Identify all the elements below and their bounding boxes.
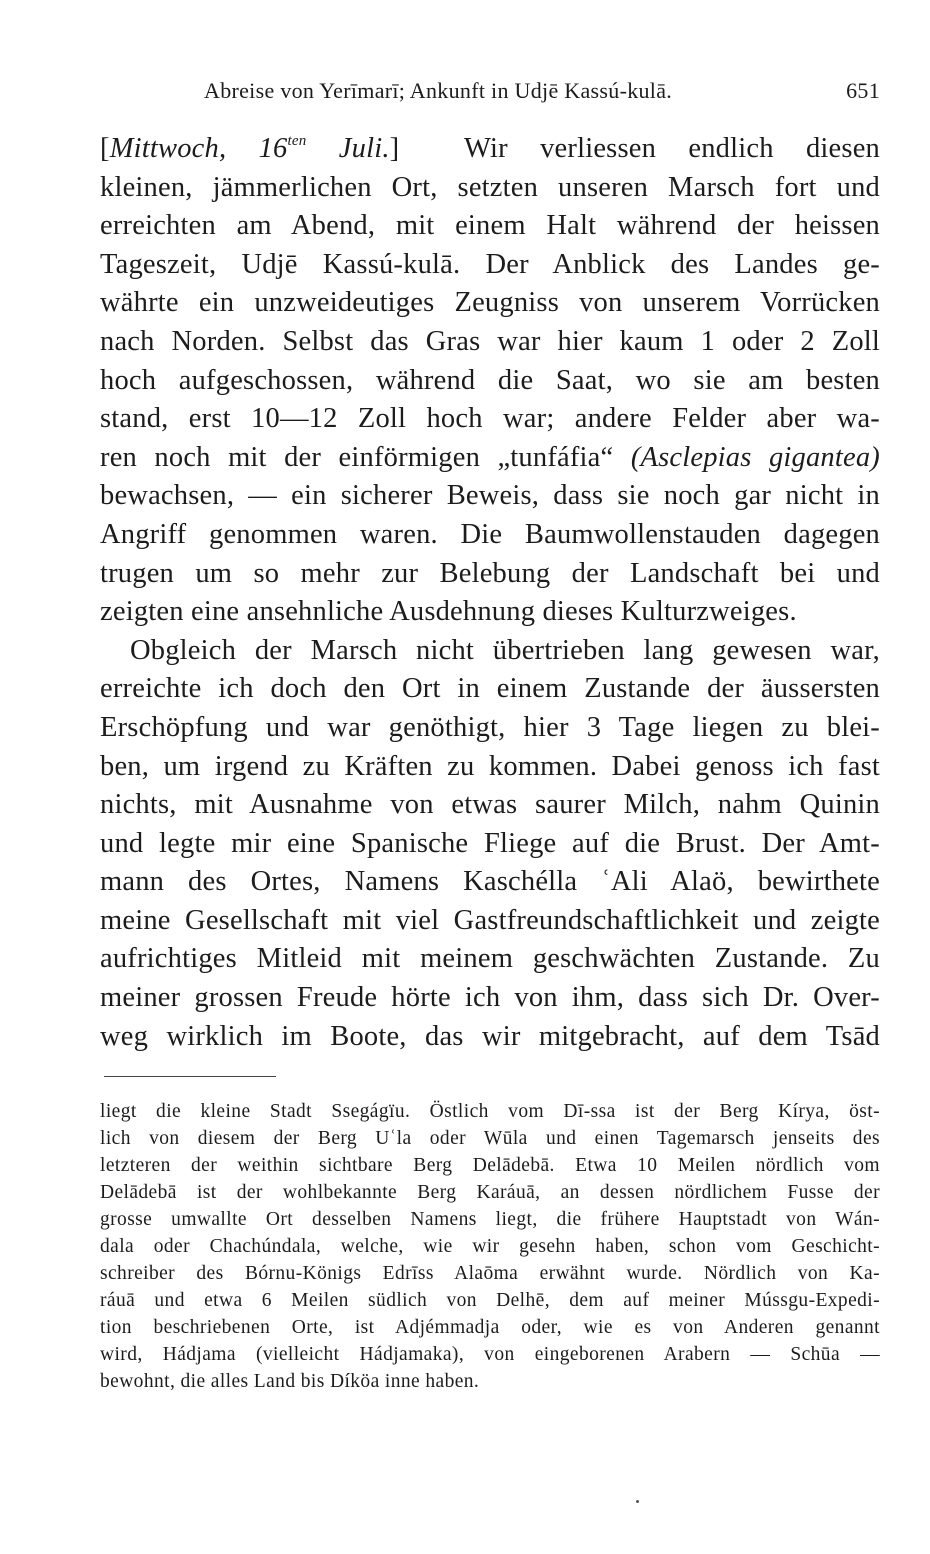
text-line: währte ein unzweideutiges Zeugniss von unserem Vorrücken — [100, 287, 880, 319]
print-speck — [636, 1500, 639, 1503]
text-line: erreichte ich doch den Ort in einem Zustande der äussersten — [100, 673, 880, 705]
footnote-line: grosse umwallte Ort desselben Namens liegt, die frühere Hauptstadt von Wán- — [100, 1209, 880, 1230]
text-line: und legte mir eine Spanische Fliege auf die Brust. Der Amt- — [100, 827, 880, 859]
text-line: Angriff genommen waren. Die Baumwollenstauden dagegen — [100, 518, 880, 550]
line-text: ren noch mit der einförmigen „tunfáfia“ — [100, 441, 631, 473]
footnote-line: ráuā und etwa 6 Meilen südlich von Delhē, dem auf meiner Mússgu-Expedi- — [100, 1290, 880, 1311]
running-title: Abreise von Yerīmarī; Ankunft in Udjē Kassú-kulā. — [204, 78, 673, 103]
footnote-line: wird, Hádjama (vielleicht Hádjamaka), von eingeborenen Arabern — Schūa — — [100, 1344, 880, 1365]
running-head — [100, 70, 880, 110]
text-line: mann des Ortes, Namens Kaschélla ʿAli Alaö, bewirthete — [100, 866, 880, 898]
text-line: hoch aufgeschossen, während die Saat, wo sie am besten — [100, 364, 880, 396]
text-line: weg wirklich im Boote, das wir mitgebracht, auf dem Tsād — [100, 1020, 880, 1052]
date-month: Juli. — [306, 133, 390, 164]
date-superscript: ten — [287, 133, 307, 149]
footnote-rule — [104, 1076, 276, 1077]
text-line: erreichten am Abend, mit einem Halt während der heissen — [100, 210, 880, 242]
footnote-line: lich von diesem der Berg Uʿla oder Wūla und einen Tagemarsch jenseits des — [100, 1128, 880, 1149]
footnote-line: Delādebā ist der wohlbekannte Berg Karáuā, an dessen nördlichem Fusse der — [100, 1182, 880, 1203]
footnote — [100, 1098, 880, 1395]
date-day: Mittwoch, 16 — [109, 133, 288, 164]
text-line: ben, um irgend zu Kräften zu kommen. Dabei genoss ich fast — [100, 750, 880, 782]
text-line: Tageszeit, Udjē Kassú-kulā. Der Anblick des Landes ge- — [100, 248, 880, 280]
text-line: Obgleich der Marsch nicht übertrieben lang gewesen war, — [130, 634, 880, 666]
text-line: zeigten eine ansehnliche Ausdehnung dieses Kulturzweiges. — [100, 596, 797, 628]
text-line: kleinen, jämmerlichen Ort, setzten unseren Marsch fort und — [100, 171, 880, 203]
text-line: bewachsen, — ein sicherer Beweis, dass sie noch gar nicht in — [100, 480, 880, 512]
footnote-line: dala oder Chachúndala, welche, wie wir gesehn haben, schon vom Geschicht- — [100, 1236, 880, 1257]
text-line: trugen um so mehr zur Belebung der Landschaft bei und — [100, 557, 880, 589]
text-line: Erschöpfung und war genöthigt, hier 3 Tage liegen zu blei- — [100, 711, 880, 743]
footnote-line: schreiber des Bórnu-Königs Edrīss Alaōma erwähnt wurde. Nördlich von Ka- — [100, 1263, 880, 1284]
text-line — [100, 439, 880, 478]
text-line: aufrichtiges Mitleid mit meinem geschwächten Zustande. Zu — [100, 943, 880, 975]
footnote-line: bewohnt, die alles Land bis Díköa inne haben. — [100, 1371, 480, 1392]
date-bracket-open: [ — [100, 133, 110, 164]
text-line: nach Norden. Selbst das Gras war hier kaum 1 oder 2 Zoll — [100, 325, 880, 357]
footnote-line: letzteren der weithin sichtbare Berg Delādebā. Etwa 10 Meilen nördlich vom — [100, 1155, 880, 1176]
text-line — [100, 130, 880, 169]
text-line: stand, erst 10—12 Zoll hoch war; andere Felder aber wa- — [100, 403, 880, 435]
footnote-line: liegt die kleine Stadt Ssegágïu. Östlich vom Dī-ssa ist der Berg Kírya, öst- — [100, 1101, 880, 1122]
text-line: meiner grossen Freude hörte ich von ihm, dass sich Dr. Over- — [100, 982, 880, 1014]
footnote-line: tion beschriebenen Orte, ist Adjémmadja oder, wie es von Anderen genannt — [100, 1317, 880, 1338]
line-text: Wir verliessen endlich diesen — [464, 133, 880, 164]
main-text — [100, 130, 880, 1056]
date-bracket-close: ] — [389, 133, 400, 164]
page-number: 651 — [846, 78, 880, 103]
text-line: meine Gesellschaft mit viel Gastfreundschaftlichkeit und zeigte — [100, 904, 880, 936]
text-line: nichts, mit Ausnahme von etwas saurer Milch, nahm Quinin — [100, 789, 880, 821]
latin-plant-name: (Asclepias gigantea) — [630, 441, 880, 473]
